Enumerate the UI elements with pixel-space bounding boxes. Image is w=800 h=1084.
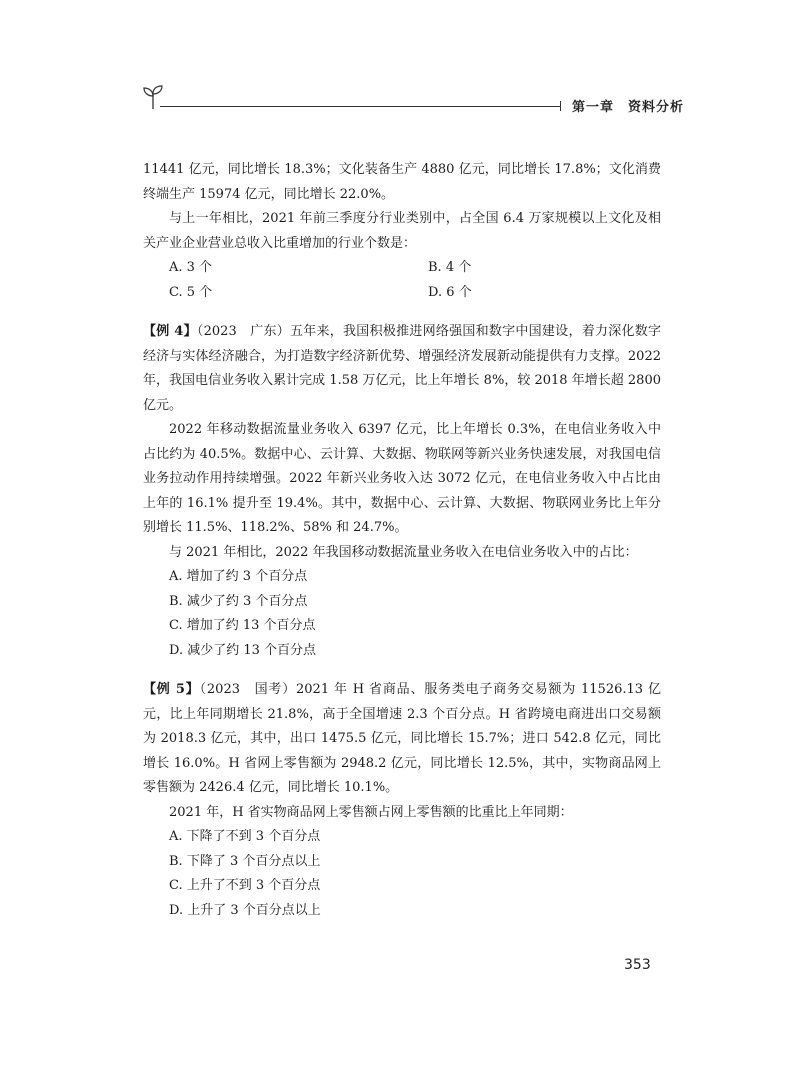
option-b: B. 4 个 (428, 260, 472, 275)
continuation-paragraph: 11441 亿元，同比增长 18.3%；文化装备生产 4880 亿元，同比增长 17.8%；文化消费终端生产 15974 亿元，同比增长 22.0%。 (143, 162, 661, 202)
continuation-question: 与上一年相比，2021 年前三季度分行业类别中，占全国 6.4 万家规模以上文化及相关产业企业营业总收入比重增加的行业个数是： (143, 211, 661, 251)
example-4-option-a: A. 增加了约 3 个百分点 (169, 569, 308, 584)
example-4-paragraph-2: 2022 年移动数据流量业务收入 6397 亿元，比上年增长 0.3%，在电信业务收入中占比约为 40.5%。数据中心、云计算、大数据、物联网等新兴业务快速发展，对我国电信业务拉动作用持续增强。2022 年新兴业务收入达 3072 亿元，在电信业务收入中占比由上年的 16.1% 提升至 19.4%。其中，数据中心、云计算、大数据、物联网业务比上年分别增长 11.5%、118.2%、58% 和 24.7%。 (143, 422, 661, 535)
example-4-paragraph-1 (143, 320, 661, 418)
chapter-number: 第一章 (572, 100, 615, 115)
example-5-paragraph-1 (143, 678, 661, 801)
example-4-option-d: D. 减少了约 13 个百分点 (169, 642, 317, 658)
section-name: 资料分析 (628, 100, 685, 115)
example-5-label: 【例 5】 (143, 682, 200, 697)
example-5-option-d: D. 上升了 3 个百分点以上 (169, 902, 321, 918)
example-5-option-a: A. 下降了不到 3 个百分点 (169, 829, 321, 844)
example-5-option-c: C. 上升了不到 3 个百分点 (169, 878, 321, 893)
option-c: C. 5 个 (169, 284, 213, 300)
example-5-text-1: 2021 年 H 省商品、服务类电子商务交易额为 11526.13 亿元，比上年同期增长 21.8%，高于全国增速 2.3 个百分点。H 省跨境电商进出口交易额为 2018.3 亿元，其中，出口 1475.5 亿元，同比增长 15.7%；进口 542.8 亿元，同比增长 16.0%。H 省网上零售额为 2948.2 亿元，同比增长 12.5%，其中，实物商品网上零售额为 2426.4 亿元，同比增长 10.1%。 (143, 682, 661, 795)
page-body (143, 158, 661, 923)
example-5-option-b: B. 下降了 3 个百分点以上 (169, 853, 321, 869)
example-4-text-1: 五年来，我国积极推进网络强国和数字中国建设，着力深化数字经济与实体经济融合，为打造数字经济新优势、增强经济发展新动能提供有力支撑。2022 年，我国电信业务收入累计完成 1.58 万亿元，比上年增长 8%，较 2018 年增长超 2800 亿元。 (143, 324, 661, 413)
header-rule (160, 106, 560, 107)
option-d: D. 6 个 (428, 284, 472, 300)
example-4-option-c: C. 增加了约 13 个百分点 (169, 618, 316, 633)
header-rule-tick (560, 101, 561, 111)
example-4-option-b: B. 减少了约 3 个百分点 (169, 593, 308, 609)
continuation-options-row-2 (143, 281, 661, 306)
example-4-label: 【例 4】 (143, 324, 197, 339)
example-5-question: 2021 年，H 省实物商品网上零售额占网上零售额的比重比上年同期： (169, 804, 573, 820)
continuation-options-row-1 (143, 256, 661, 281)
chapter-title (572, 96, 684, 115)
page-number: 353 (624, 957, 651, 973)
page-header (142, 84, 685, 115)
example-5-source: （2023 国考） (199, 682, 296, 697)
option-a: A. 3 个 (169, 260, 213, 275)
example-4-question: 与 2021 年相比，2022 年我国移动数据流量业务收入在电信业务收入中的占比： (169, 544, 638, 560)
example-4-source: （2023 广东） (196, 324, 291, 339)
